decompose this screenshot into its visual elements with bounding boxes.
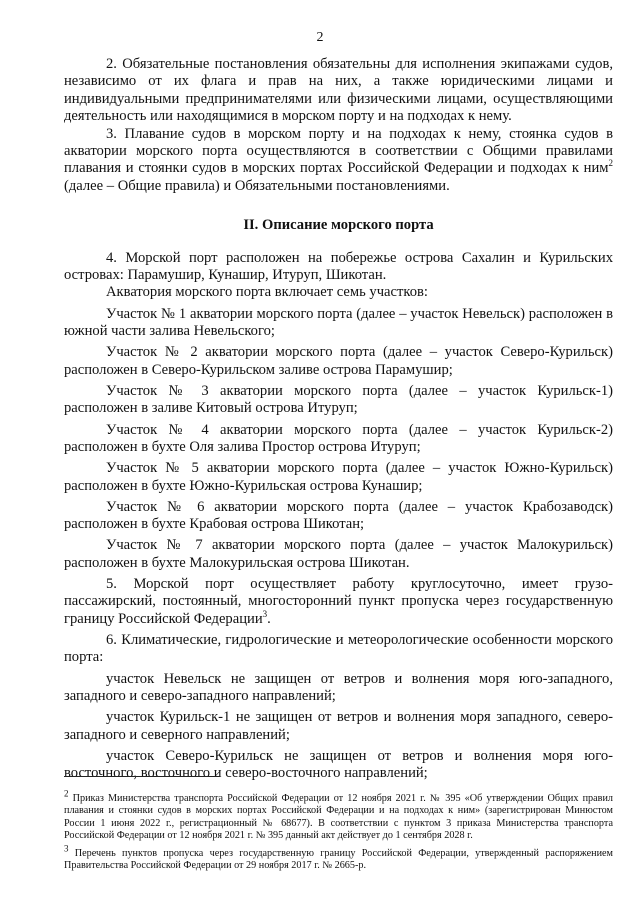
paragraph-section-1: Участок № 1 акватории морского порта (далее – участок Невельск) расположен в южной части залива Невельского; xyxy=(64,305,613,340)
paragraph-section-6: Участок № 6 акватории морского порта (далее – участок Крабозаводск) расположен в бухте Крабовая острова Шикотан; xyxy=(64,498,613,533)
paragraph-6: 6. Климатические, гидрологические и метеорологические особенности морского порта: xyxy=(64,631,613,666)
paragraph-section-3: Участок № 3 акватории морского порта (далее – участок Курильск-1) расположен в заливе Китовый острова Итуруп; xyxy=(64,382,613,417)
footnote-ref-3: 3 xyxy=(262,608,268,619)
paragraph-3 xyxy=(64,126,613,196)
footnote-ref-2: 2 xyxy=(608,158,613,169)
paragraph-5-text: 5. Морской порт осуществляет работу круглосуточно, имеет грузо-пассажирский, постоянный, многосторонний пункт пропуска через государственную границу Российской Федерации xyxy=(64,575,613,627)
paragraph-4: 4. Морской порт расположен на побережье острова Сахалин и Курильских островах: Парамушир, Кунашир, Итуруп, Шикотан. xyxy=(64,249,613,284)
paragraph-5 xyxy=(64,576,613,628)
footnote-3-mark: 3 xyxy=(64,843,69,854)
footnote-separator xyxy=(64,776,220,777)
section-heading: II. Описание морского порта xyxy=(243,217,434,234)
footnote-2-mark: 2 xyxy=(64,788,69,799)
footnote-2-text: Приказ Министерства транспорта Российской Федерации от 12 ноября 2021 г. № 395 «Об утверждении Общих правил плавания и стоянки судов в морских портах Российской Федерации и на подходах к ним» (зарегистрирован Минюстом России 1 июня 2022 г., регистрационный № 68677). В соответствии с пунктом 3 приказа Министерства транспорта Российской Федерации от 12 ноября 2021 г. № 395 данный акт действует до 1 сентября 2028 г. xyxy=(64,793,614,842)
footnote-3-text: Перечень пунктов пропуска через государственную границу Российской Федерации, утвержденный распоряжением Правительства Российской Федерации от 29 ноября 2017 г. № 2665-р. xyxy=(64,847,613,872)
paragraph-section-2: Участок № 2 акватории морского порта (далее – участок Северо-Курильск) расположен в Северо-Курильском заливе острова Парамушир; xyxy=(64,344,613,378)
footnote-3 xyxy=(64,843,613,873)
paragraph-severo-kurilsk-exposure: участок Северо-Курильск не защищен от ветров и волнения моря юго-восточного, восточного и северо-восточного направлений; xyxy=(64,747,613,782)
paragraph-section-4: Участок № 4 акватории морского порта (далее – участок Курильск-2) расположен в бухте Оля залива Простор острова Итуруп; xyxy=(64,421,613,455)
document-body xyxy=(64,56,613,783)
page-number: 2 xyxy=(316,30,324,45)
footnote-2 xyxy=(64,788,614,843)
paragraph-section-7: Участок № 7 акватории морского порта (далее – участок Малокурильск) расположен в бухте Малокурильская острова Шикотан. xyxy=(64,537,613,571)
paragraph-kurilsk1-exposure: участок Курильск-1 не защищен от ветров и волнения моря западного, северо-западного и северного направлений; xyxy=(64,709,613,743)
paragraph-3-tail: (далее – Общие правила) и Обязательными постановлениями. xyxy=(64,177,450,194)
footnotes xyxy=(64,788,614,877)
paragraph-nevelsk-exposure: участок Невельск не защищен от ветров и волнения моря юго-западного, западного и северо-западного направлений; xyxy=(64,670,613,704)
paragraph-2: 2. Обязательные постановления обязательны для исполнения экипажами судов, независимо от их флага и прав на них, а также юридическими лицами и индивидуальными предпринимателями или физическими лицами, осуществляющими деятельность или находящимися в морском порту и на подходах к нему. xyxy=(64,56,613,125)
paragraph-section-5: Участок № 5 акватории морского порта (далее – участок Южно-Курильск) расположен в бухте Южно-Курильская острова Кунашир; xyxy=(64,460,613,494)
paragraph-3-text: 3. Плавание судов в морском порту и на подходах к нему, стоянка судов в акватории морского порта осуществляются в соответствии с Общими правилами плавания и стоянки судов в морских портах Российской Федерации и подходах к ним xyxy=(64,125,613,177)
paragraph-5-tail: . xyxy=(267,610,271,627)
paragraph-water-area: Акватория морского порта включает семь участков: xyxy=(106,284,428,301)
